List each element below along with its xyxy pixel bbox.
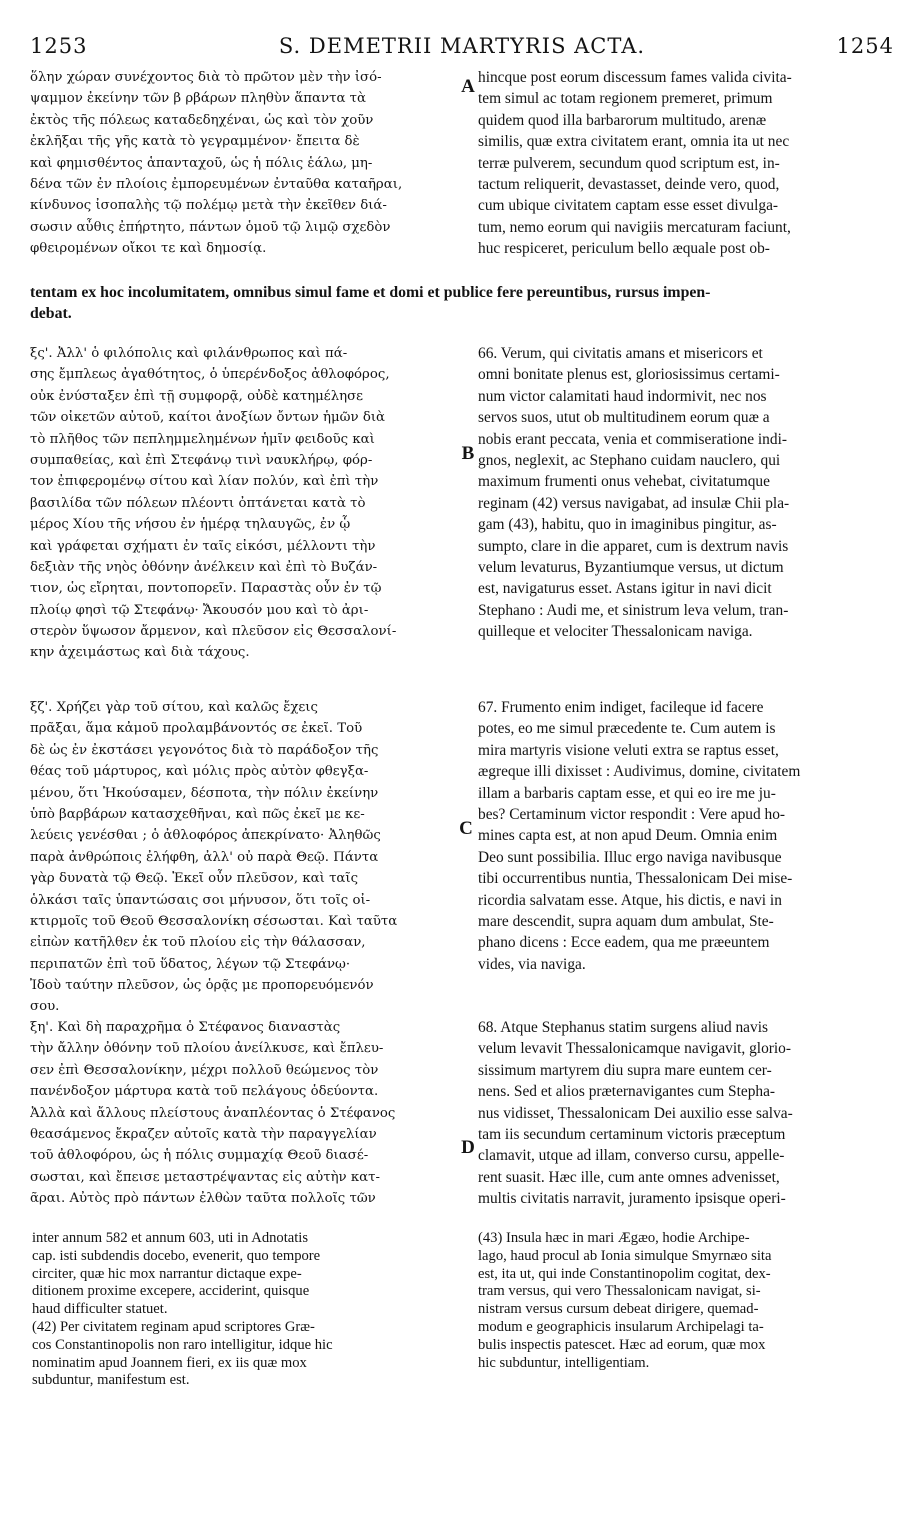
margin-letter-d: D bbox=[461, 1137, 475, 1158]
greek-block-1 bbox=[30, 67, 456, 260]
text-line: ψαμμον ἐκείνην τῶν β ρβάρων πληθὺν ἅπαντα τὰ bbox=[30, 91, 366, 107]
text-line: inter annum 582 et annum 603, uti in Adnotatis bbox=[32, 1230, 309, 1246]
text-line: (42) Per civitatem reginam apud scriptores Græ- bbox=[32, 1318, 315, 1335]
text-line: δὲ ὡς ἐν ἐκστάσει γεγονότος διὰ τὸ παράδοξον τῆς bbox=[30, 742, 379, 758]
text-line: σωσιν αὖθις ἐπήρτητο, πάντων ὁμοῦ τῷ λιμῷ σχεδὸν bbox=[30, 219, 391, 235]
text-line: ὁλκάσι ταῖς ὑπαντώσαις σοι μήνυσον, ὅτι τοῖς οἰ- bbox=[30, 892, 371, 908]
text-line: illam a barbaris captam esse, et qui eo ire me ju- bbox=[478, 784, 776, 802]
text-line: phano dicens : Ecce eadem, qua me præeuntem bbox=[478, 934, 770, 952]
text-line: πρᾶξαι, ἅμα κἀμοῦ προλαμβάνοντός σε ἐκεῖ. Τοῦ bbox=[30, 721, 363, 737]
text-line: terræ pulverem, secundum quod scriptum est, in- bbox=[478, 154, 780, 172]
text-line: potes, eo me simul præcedente te. Cum autem is bbox=[478, 720, 776, 738]
text-line: tem simul ac totam regionem premeret, primum bbox=[478, 90, 773, 108]
latin-block-2 bbox=[478, 343, 890, 642]
margin-letter-b: B bbox=[461, 443, 475, 464]
latin-block-4 bbox=[478, 1017, 890, 1210]
text-line: tam iis secundum certaminum victoris præceptum bbox=[478, 1125, 786, 1143]
text-line: εἰπὼν κατῆλθεν ἐκ τοῦ πλοίου εἰς τὴν θάλασσαν, bbox=[30, 935, 366, 951]
text-line: hic subduntur, intelligentiam. bbox=[478, 1354, 650, 1371]
greek-block-2 bbox=[30, 343, 456, 664]
text-line: γὰρ δυνατὰ τῷ Θεῷ. Ἐκεῖ οὖν πλεῦσον, καὶ ταῖς bbox=[30, 871, 359, 887]
text-line: σης ἔμπλεως ἀγαθότητος, ὁ ὑπερένδοξος ἀθλοφόρος, bbox=[30, 367, 390, 383]
text-line: tram versus, qui vero Thessalonicam navigat, si- bbox=[478, 1283, 761, 1300]
text-line: sumpto, clare in die apparet, cum is dextrum navis bbox=[478, 537, 789, 555]
text-line: rent suasit. Hæc ille, cum ante omnes advenisset, bbox=[478, 1168, 780, 1186]
text-line: καὶ γράφεται σχήματι ἐν ταῖς εἰκόσι, μέλλοντι τὴν bbox=[30, 538, 376, 554]
text-line: 68. Atque Stephanus statim surgens aliud navis bbox=[478, 1019, 768, 1036]
text-line: οὐκ ἐνύσταξεν ἐπὶ τῇ συμφορᾷ, οὐδὲ κατημέλησε bbox=[30, 388, 364, 404]
text-line: tibi occurrentibus nuntia, Thessalonicam Dei mise- bbox=[478, 870, 793, 888]
text-line: κην ἀχειμάστως καὶ διὰ τάχους. bbox=[30, 645, 250, 661]
text-line: tum, nemo eorum qui navigiis mercaturam faciunt, bbox=[478, 218, 791, 236]
text-line: πλοίῳ φησὶ τῷ Στεφάνῳ· Ἄκουσόν μου καὶ τὸ ἀρι- bbox=[30, 602, 369, 618]
text-line: πανένδοξον μάρτυρα κατὰ τοῦ πελάγους ὁδεύοντα. bbox=[30, 1084, 379, 1100]
text-line: huc respiceret, periculum bello æquale post ob- bbox=[478, 240, 770, 258]
text-line: ricordia salvatam esse. Atque, his dictis, e navi in bbox=[478, 891, 782, 909]
full-width-continuation bbox=[30, 282, 894, 325]
text-line: circiter, quæ hic mox narrantur dictaque expe- bbox=[32, 1265, 302, 1282]
text-line: gnos, neglexit, ac Stephano cuidam nauclero, qui bbox=[478, 451, 781, 469]
text-line: τον ἐπιφερομένῳ σίτου καὶ λίαν πολύν, καὶ ἐπὶ τὴν bbox=[30, 474, 379, 490]
text-line: λεύεις γενέσθαι ; ὁ ἀθλοφόρος ἀπεκρίνατο· Ἀληθῶς bbox=[30, 828, 381, 844]
text-line: σου. bbox=[30, 999, 60, 1015]
text-line: ὅλην χώραν συνέχοντος διὰ τὸ πρῶτον μὲν τὴν ἰσό- bbox=[30, 70, 382, 85]
text-line: καὶ φημισθέντος ἁπανταχοῦ, ὡς ἡ πόλις ἑάλω, μη- bbox=[30, 155, 373, 171]
text-line: quilleque et velociter Thessalonicam naviga. bbox=[478, 623, 753, 641]
text-line: num victor calamitati haud indormivit, nec nos bbox=[478, 387, 767, 405]
text-line: reginam (42) versus navigabat, ad insulæ Chii pla- bbox=[478, 494, 790, 512]
text-line: vides, via naviga. bbox=[478, 955, 586, 973]
running-title: S. DEMETRII MARTYRIS ACTA. bbox=[278, 34, 646, 58]
text-line: φθειρομένων οἴκοι τε καὶ δημοσίᾳ. bbox=[30, 241, 267, 257]
text-line: hincque post eorum discessum fames valida civita- bbox=[478, 69, 792, 86]
text-line: modum e geographicis insularum Archipelagi ta- bbox=[478, 1318, 764, 1335]
text-line: cum ubique civitatem captam esse esset divulga- bbox=[478, 197, 779, 215]
text-line: est, ita ut, qui inde Constantinopolim cogitat, dex- bbox=[478, 1265, 771, 1282]
text-line: ξζ'. Χρήζει γὰρ τοῦ σίτου, καὶ καλῶς ἔχεις bbox=[30, 700, 318, 715]
text-line: haud difficulter statuet. bbox=[32, 1301, 168, 1318]
greek-block-4 bbox=[30, 1017, 456, 1210]
text-line: nistram versus cursum debeat dirigere, quemad- bbox=[478, 1301, 759, 1318]
text-line: servos suos, utut ob multitudinem eorum quæ a bbox=[478, 409, 770, 427]
text-line: περιπατῶν ἐπὶ τοῦ ὕδατος, λέγων τῷ Στεφάνῳ· bbox=[30, 956, 351, 972]
text-line: mira martyris visione veluti extra se raptus esset, bbox=[478, 741, 779, 759]
text-line: similis, quæ extra civitatem erant, omnia ita ut nec bbox=[478, 133, 790, 151]
margin-letter-a: A bbox=[461, 76, 475, 97]
text-line: nus vidisset, Thessalonicam Dei auxilio esse salva- bbox=[478, 1104, 793, 1122]
text-line: δένα τῶν ἐν πλοίοις ἐμπορευμένων ἐνταῦθα καταῆραι, bbox=[30, 176, 403, 192]
text-line: lago, haud procul ab Ionia simulque Smyrnæo sita bbox=[478, 1247, 772, 1264]
text-line: bulis inspectis patescet. Hæc ad eorum, quæ mox bbox=[478, 1336, 766, 1353]
text-line: sissimum martyrem diu supra mare euntem cer- bbox=[478, 1061, 772, 1079]
text-line: nens. Sed et alios præternavigantes cum Stepha- bbox=[478, 1083, 776, 1101]
text-line: tactum reliquerit, devastasset, deinde vero, quod, bbox=[478, 175, 780, 193]
text-line: θέας τοῦ μάρτυρος, καὶ μόλις πρὸς αὐτὸν φθεγξα- bbox=[30, 764, 369, 780]
text-line: debat. bbox=[30, 305, 72, 323]
text-line: σεν ἐπὶ Θεσσαλονίκην, μέχρι πολλοῦ θεώμενος τὸν bbox=[30, 1062, 379, 1078]
text-line: est, navigaturus esset. Astans igitur in navi dicit bbox=[478, 580, 772, 598]
text-line: τιον, ὡς εἴρηται, ποντοπορεῖν. Παραστὰς οὖν ἐν τῷ bbox=[30, 581, 382, 597]
text-line: τοῦ ἀθλοφόρου, ὡς ἡ πόλις συμμαχίᾳ Θεοῦ διασέ- bbox=[30, 1148, 369, 1164]
text-line: μένου, ὅτι Ἠκούσαμεν, δέσποτα, τὴν πόλιν ἐκείνην bbox=[30, 785, 379, 801]
text-line: ditionem proxime excepere, acciderint, quisque bbox=[32, 1283, 310, 1300]
text-line: κίνδυνος ἰσοπαλὴς τῷ πολέμῳ μετὰ τὴν ἐκεῖθεν διά- bbox=[30, 198, 387, 214]
text-line: tentam ex hoc incolumitatem, omnibus simul fame et domi et publice fere pereuntibus, rursus impen- bbox=[30, 284, 711, 301]
text-line: 66. Verum, qui civitatis amans et misericors et bbox=[478, 345, 763, 362]
text-line: omni bonitate plenus est, gloriosissimus certami- bbox=[478, 366, 780, 384]
latin-block-3 bbox=[478, 697, 890, 975]
page-number-right: 1254 bbox=[836, 34, 894, 58]
margin-letter-c: C bbox=[459, 818, 473, 839]
text-line: δεξιὰν τῆς νηὸς ὀθόνην ἀνέλκειν καὶ ἐπὶ τὸ Βυζάν- bbox=[30, 559, 378, 575]
text-line: κτιρμοῖς τοῦ Θεοῦ Θεσσαλονίκη σέσωσται. Καὶ ταῦτα bbox=[30, 913, 398, 929]
text-line: clamavit, utque ad illam, converso cursu, appelle- bbox=[478, 1147, 785, 1165]
text-line: quidem quod illa barbarorum multitudo, arenæ bbox=[478, 111, 767, 129]
footnotes-left bbox=[32, 1230, 452, 1390]
footnotes-right bbox=[478, 1230, 890, 1372]
text-line: cap. isti subdendis docebo, evenerit, quo tempore bbox=[32, 1247, 321, 1264]
text-line: nobis erant peccata, venia et commiseratione indi- bbox=[478, 430, 787, 448]
text-line: τῶν οἰκετῶν αὐτοῦ, καίτοι ἀνοξίων ὄντων ἡμῶν διὰ bbox=[30, 410, 386, 426]
text-line: velum levaturus, Byzantiumque versus, ut dictum bbox=[478, 558, 784, 576]
text-line: ægreque illi dixisset : Audivimus, domine, civitatem bbox=[478, 763, 801, 781]
latin-block-1 bbox=[478, 67, 890, 260]
text-line: multis civitatis narravit, juramento ipsisque operi- bbox=[478, 1190, 786, 1208]
text-line: θεασάμενος ἔκραζεν αὐτοῖς κατὰ τὴν παραγγελίαν bbox=[30, 1126, 377, 1142]
text-line: στερὸν ὕψωσον ἄρμενον, καὶ πλεῦσον εἰς Θεσσαλονί- bbox=[30, 624, 397, 640]
text-line: βασιλίδα τῶν πόλεων πλέοντι ὀπτάνεται κατὰ τὸ bbox=[30, 495, 366, 511]
page-number-left: 1253 bbox=[30, 34, 88, 58]
text-line: gam (43), habitu, quo in imaginibus pingitur, as- bbox=[478, 516, 777, 534]
text-line: παρὰ ἀνθρώποις ἐλήφθη, ἀλλ' οὐ παρὰ Θεῷ. Πάντα bbox=[30, 849, 379, 865]
text-line: bes? Certaminum victor respondit : Vere apud ho- bbox=[478, 805, 786, 823]
text-line: subduntur, manifestum est. bbox=[32, 1372, 190, 1389]
text-line: 67. Frumento enim indiget, facileque id facere bbox=[478, 699, 764, 716]
text-line: Ἀλλὰ καὶ ἄλλους πλείστους ἀναπλέοντας ὁ Στέφανος bbox=[30, 1105, 396, 1121]
text-line: τὸ πλῆθος τῶν πεπλημμελημένων ἡμῖν φειδοῦς καὶ bbox=[30, 431, 375, 447]
text-line: ἐκτὸς τῆς πόλεως καταδεδηχέναι, ὡς καὶ τὸν χοῦν bbox=[30, 112, 374, 128]
text-line: συμπαθείας, καὶ ἐπὶ Στεφάνῳ τινὶ ναυκλήρῳ, φόρ- bbox=[30, 452, 373, 468]
text-line: Stephano : Audi me, et sinistrum leva velum, tran- bbox=[478, 601, 789, 619]
page-header bbox=[30, 34, 894, 64]
text-line: ὑπὸ βαρβάρων κατασχεθῆναι, καὶ πῶς ἐκεῖ με κε- bbox=[30, 806, 365, 822]
text-line: ᾶραι. Αὐτὸς πρὸ πάντων ἐλθὼν ταῦτα πολλοῖς τῶν bbox=[30, 1191, 376, 1207]
text-line: Ἰδοὺ ταύτην πλεῦσον, ὡς ὁρᾷς με προπορευόμενόν bbox=[30, 978, 374, 994]
text-line: ξς'. Ἀλλ' ὁ φιλόπολις καὶ φιλάνθρωπος καὶ πά- bbox=[30, 346, 348, 361]
text-line: μέρος Χίου τῆς νήσου ἐν ἡμέρᾳ τηλαυγῶς, ἐν ᾧ bbox=[30, 517, 351, 533]
text-line: nominatim apud Joannem fieri, ex iis quæ mox bbox=[32, 1354, 307, 1371]
text-line: cos Constantinopolis non raro intelligitur, idque hic bbox=[32, 1336, 333, 1353]
text-line: τὴν ἄλλην ὀθόνην τοῦ πλοίου ἀνείλκυσε, καὶ ἔπλευ- bbox=[30, 1041, 384, 1057]
text-line: σωσται, καὶ ἔπεισε μεταστρέψαντας εἰς αὐτὴν κατ- bbox=[30, 1169, 381, 1185]
text-line: mare descendit, supra aquam dum ambulat, Ste- bbox=[478, 912, 774, 930]
text-line: velum levavit Thessalonicamque navigavit, glorio- bbox=[478, 1040, 792, 1058]
greek-block-3 bbox=[30, 697, 456, 1018]
text-line: Deo sunt possibilia. Illuc ergo naviga navibusque bbox=[478, 848, 782, 866]
text-line: ἐκλῆξαι τῆς γῆς κατὰ τὸ γεγραμμένον· ἔπειτα δὲ bbox=[30, 134, 360, 150]
text-line: (43) Insula hæc in mari Ægæo, hodie Archipe- bbox=[478, 1230, 750, 1246]
text-line: maximum frumenti onus vehebat, civitatumque bbox=[478, 473, 770, 491]
text-line: mines capta est, at non apud Deum. Omnia enim bbox=[478, 827, 778, 845]
text-line: ξη'. Καὶ δὴ παραχρῆμα ὁ Στέφανος διαναστὰς bbox=[30, 1020, 341, 1035]
